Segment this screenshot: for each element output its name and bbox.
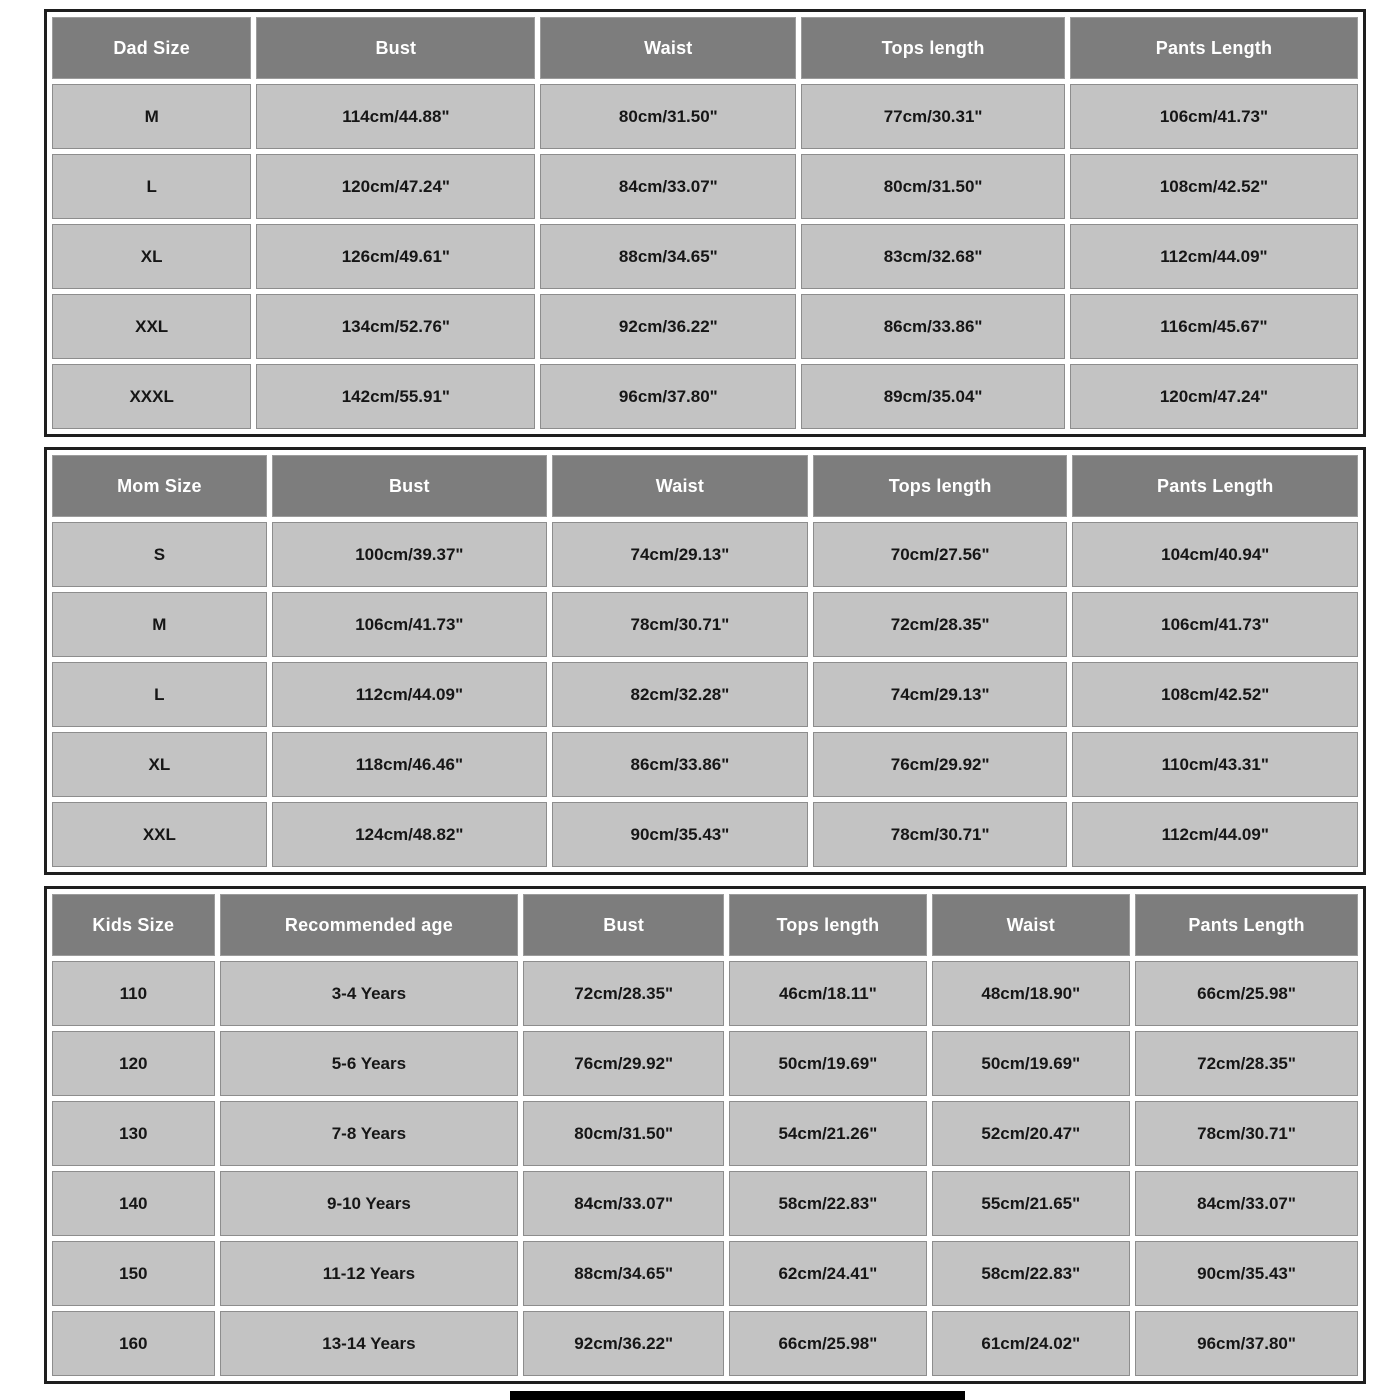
kids-size-chart-header-col1: Recommended age	[220, 894, 518, 956]
dad-size-chart-cell-r3c4: 116cm/45.67"	[1070, 294, 1358, 359]
mom-size-chart-header-col0: Mom Size	[52, 455, 267, 517]
dad-size-chart-header-col0: Dad Size	[52, 17, 251, 79]
kids-size-chart-cell-r2c3: 54cm/21.26"	[729, 1101, 926, 1166]
mom-size-chart-cell-r3c3: 76cm/29.92"	[813, 732, 1068, 797]
dad-size-chart-cell-r4c0: XXXL	[52, 364, 251, 429]
table-row	[52, 1031, 1358, 1096]
dad-size-chart-header-col3: Tops length	[801, 17, 1065, 79]
kids-size-chart-cell-r4c4: 58cm/22.83"	[932, 1241, 1131, 1306]
kids-size-chart-cell-r1c1: 5-6 Years	[220, 1031, 518, 1096]
kids-size-chart-cell-r4c2: 88cm/34.65"	[523, 1241, 724, 1306]
table-row	[52, 154, 1358, 219]
kids-size-chart-cell-r0c0: 110	[52, 961, 215, 1026]
kids-size-chart-cell-r0c2: 72cm/28.35"	[523, 961, 724, 1026]
dad-size-chart-cell-r1c3: 80cm/31.50"	[801, 154, 1065, 219]
mom-size-chart-header-col3: Tops length	[813, 455, 1068, 517]
dad-size-table	[44, 9, 1366, 437]
kids-header-row	[52, 894, 1358, 956]
mom-size-chart-cell-r3c0: XL	[52, 732, 267, 797]
kids-size-chart-cell-r0c1: 3-4 Years	[220, 961, 518, 1026]
kids-size-chart-header-col4: Waist	[932, 894, 1131, 956]
mom-size-chart-cell-r2c3: 74cm/29.13"	[813, 662, 1068, 727]
mom-size-chart-cell-r1c1: 106cm/41.73"	[272, 592, 547, 657]
dad-header-row	[52, 17, 1358, 79]
kids-size-chart-cell-r4c1: 11-12 Years	[220, 1241, 518, 1306]
kids-size-chart-cell-r2c0: 130	[52, 1101, 215, 1166]
mom-size-chart-cell-r2c0: L	[52, 662, 267, 727]
dad-size-chart-cell-r4c3: 89cm/35.04"	[801, 364, 1065, 429]
dad-size-chart-header-col2: Waist	[540, 17, 796, 79]
mom-size-chart-cell-r0c2: 74cm/29.13"	[552, 522, 808, 587]
kids-size-chart-cell-r3c5: 84cm/33.07"	[1135, 1171, 1358, 1236]
dad-size-chart-cell-r3c1: 134cm/52.76"	[256, 294, 535, 359]
table-row	[52, 522, 1358, 587]
dad-size-chart-cell-r3c3: 86cm/33.86"	[801, 294, 1065, 359]
dad-size-chart-cell-r2c0: XL	[52, 224, 251, 289]
kids-size-chart-cell-r3c1: 9-10 Years	[220, 1171, 518, 1236]
dad-size-chart-cell-r4c4: 120cm/47.24"	[1070, 364, 1358, 429]
kids-size-chart-header-col0: Kids Size	[52, 894, 215, 956]
dad-size-chart-cell-r0c3: 77cm/30.31"	[801, 84, 1065, 149]
kids-size-chart-cell-r0c4: 48cm/18.90"	[932, 961, 1131, 1026]
kids-size-chart-cell-r5c5: 96cm/37.80"	[1135, 1311, 1358, 1376]
kids-size-chart-cell-r3c3: 58cm/22.83"	[729, 1171, 926, 1236]
mom-header-row	[52, 455, 1358, 517]
mom-size-chart-cell-r2c1: 112cm/44.09"	[272, 662, 547, 727]
mom-size-chart-cell-r4c1: 124cm/48.82"	[272, 802, 547, 867]
kids-size-chart-cell-r5c4: 61cm/24.02"	[932, 1311, 1131, 1376]
mom-size-chart-cell-r1c4: 106cm/41.73"	[1072, 592, 1358, 657]
table-row	[52, 84, 1358, 149]
kids-size-chart-cell-r1c5: 72cm/28.35"	[1135, 1031, 1358, 1096]
kids-size-chart-cell-r5c3: 66cm/25.98"	[729, 1311, 926, 1376]
dad-size-chart-cell-r2c1: 126cm/49.61"	[256, 224, 535, 289]
mom-size-chart-cell-r3c4: 110cm/43.31"	[1072, 732, 1358, 797]
dad-size-chart-header-col4: Pants Length	[1070, 17, 1358, 79]
table-row	[52, 364, 1358, 429]
table-row	[52, 662, 1358, 727]
dad-size-chart-cell-r2c2: 88cm/34.65"	[540, 224, 796, 289]
mom-size-chart-cell-r0c3: 70cm/27.56"	[813, 522, 1068, 587]
kids-size-chart-cell-r4c0: 150	[52, 1241, 215, 1306]
kids-size-chart-cell-r5c0: 160	[52, 1311, 215, 1376]
table-row	[52, 1311, 1358, 1376]
kids-size-chart-cell-r2c2: 80cm/31.50"	[523, 1101, 724, 1166]
mom-size-chart-cell-r0c4: 104cm/40.94"	[1072, 522, 1358, 587]
table-row	[52, 802, 1358, 867]
kids-size-chart-cell-r4c5: 90cm/35.43"	[1135, 1241, 1358, 1306]
kids-size-chart-cell-r0c5: 66cm/25.98"	[1135, 961, 1358, 1026]
table-row	[52, 961, 1358, 1026]
kids-size-chart-cell-r2c5: 78cm/30.71"	[1135, 1101, 1358, 1166]
kids-size-chart-header-col2: Bust	[523, 894, 724, 956]
mom-size-chart-cell-r1c0: M	[52, 592, 267, 657]
dad-size-chart-cell-r1c1: 120cm/47.24"	[256, 154, 535, 219]
dad-size-chart-cell-r2c3: 83cm/32.68"	[801, 224, 1065, 289]
dad-size-chart-cell-r0c4: 106cm/41.73"	[1070, 84, 1358, 149]
mom-size-chart-header-col2: Waist	[552, 455, 808, 517]
dad-size-chart-cell-r1c4: 108cm/42.52"	[1070, 154, 1358, 219]
kids-size-chart-cell-r0c3: 46cm/18.11"	[729, 961, 926, 1026]
table-row	[52, 592, 1358, 657]
mom-size-table	[44, 447, 1366, 875]
mom-size-chart-cell-r2c4: 108cm/42.52"	[1072, 662, 1358, 727]
kids-size-chart-cell-r3c4: 55cm/21.65"	[932, 1171, 1131, 1236]
kids-size-chart-cell-r4c3: 62cm/24.41"	[729, 1241, 926, 1306]
mom-size-chart-cell-r0c0: S	[52, 522, 267, 587]
kids-size-chart-cell-r5c1: 13-14 Years	[220, 1311, 518, 1376]
table-row	[52, 732, 1358, 797]
kids-size-chart-cell-r1c2: 76cm/29.92"	[523, 1031, 724, 1096]
mom-size-chart-cell-r2c2: 82cm/32.28"	[552, 662, 808, 727]
dad-size-chart-cell-r1c0: L	[52, 154, 251, 219]
mom-size-chart-cell-r1c2: 78cm/30.71"	[552, 592, 808, 657]
dad-size-chart-cell-r3c2: 92cm/36.22"	[540, 294, 796, 359]
mom-size-chart-cell-r4c4: 112cm/44.09"	[1072, 802, 1358, 867]
kids-size-chart-cell-r2c1: 7-8 Years	[220, 1101, 518, 1166]
table-row	[52, 224, 1358, 289]
mom-size-chart-header-col4: Pants Length	[1072, 455, 1358, 517]
table-row	[52, 1241, 1358, 1306]
kids-size-chart-cell-r3c2: 84cm/33.07"	[523, 1171, 724, 1236]
bottom-crop-bar	[510, 1391, 965, 1400]
kids-size-chart-cell-r1c3: 50cm/19.69"	[729, 1031, 926, 1096]
dad-size-chart-cell-r0c1: 114cm/44.88"	[256, 84, 535, 149]
kids-size-chart-cell-r5c2: 92cm/36.22"	[523, 1311, 724, 1376]
kids-size-table	[44, 886, 1366, 1384]
dad-size-chart-cell-r2c4: 112cm/44.09"	[1070, 224, 1358, 289]
size-chart-container	[44, 0, 1366, 1384]
mom-size-chart-cell-r4c0: XXL	[52, 802, 267, 867]
kids-size-chart-cell-r1c0: 120	[52, 1031, 215, 1096]
mom-size-chart-cell-r1c3: 72cm/28.35"	[813, 592, 1068, 657]
mom-size-chart-header-col1: Bust	[272, 455, 547, 517]
dad-size-chart-cell-r4c1: 142cm/55.91"	[256, 364, 535, 429]
dad-size-chart-cell-r0c2: 80cm/31.50"	[540, 84, 796, 149]
dad-size-chart-header-col1: Bust	[256, 17, 535, 79]
kids-size-chart-cell-r2c4: 52cm/20.47"	[932, 1101, 1131, 1166]
dad-size-chart-cell-r4c2: 96cm/37.80"	[540, 364, 796, 429]
mom-size-chart-cell-r4c2: 90cm/35.43"	[552, 802, 808, 867]
table-row	[52, 1171, 1358, 1236]
kids-size-chart-header-col3: Tops length	[729, 894, 926, 956]
table-row	[52, 294, 1358, 359]
mom-size-chart-cell-r3c2: 86cm/33.86"	[552, 732, 808, 797]
mom-size-chart-cell-r4c3: 78cm/30.71"	[813, 802, 1068, 867]
dad-size-chart-cell-r0c0: M	[52, 84, 251, 149]
kids-size-chart-cell-r3c0: 140	[52, 1171, 215, 1236]
dad-size-chart-cell-r1c2: 84cm/33.07"	[540, 154, 796, 219]
mom-size-chart-cell-r3c1: 118cm/46.46"	[272, 732, 547, 797]
kids-size-chart-cell-r1c4: 50cm/19.69"	[932, 1031, 1131, 1096]
dad-size-chart-cell-r3c0: XXL	[52, 294, 251, 359]
kids-size-chart-header-col5: Pants Length	[1135, 894, 1358, 956]
table-row	[52, 1101, 1358, 1166]
mom-size-chart-cell-r0c1: 100cm/39.37"	[272, 522, 547, 587]
